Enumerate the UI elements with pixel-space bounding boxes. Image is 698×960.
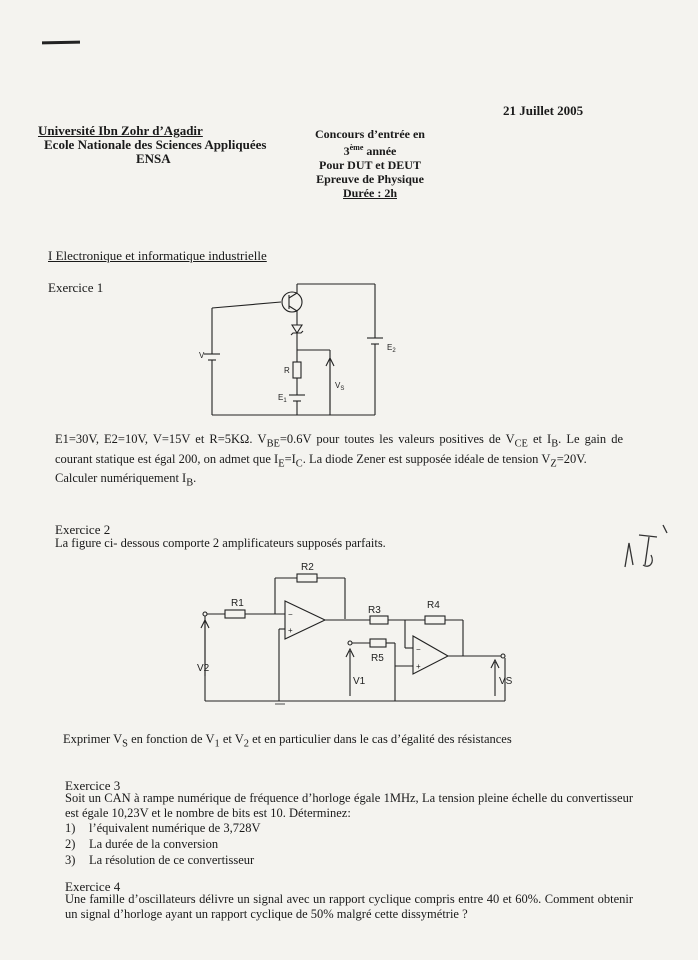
label-e1: $E_1$: [278, 393, 287, 404]
exam-duration: Durée : 2h: [343, 186, 397, 200]
exercise3-title: Exercice 3: [65, 778, 121, 793]
label-vs2: VS: [499, 676, 513, 687]
exam-line1: Concours d’entrée en: [315, 127, 425, 141]
label-r1: R1: [231, 598, 244, 609]
label-r2: R2: [301, 562, 314, 573]
handwritten-signature: [615, 515, 675, 575]
university-text: Université Ibn Zohr d’Agadir: [38, 123, 203, 138]
resistor-r: [293, 362, 301, 378]
list-item: 1) l’équivalent numérique de 3,728V: [65, 821, 261, 835]
label-v: V: [199, 351, 205, 360]
zener-diode: [292, 325, 302, 333]
resistor-r1: [225, 610, 245, 618]
exercise2-title: Exercice 2: [55, 522, 111, 537]
exercise2-intro: La figure ci- dessous comporte 2 amplificateurs supposés parfaits.: [55, 536, 386, 550]
circuit1-diagram: [195, 280, 395, 425]
transistor-symbol: [282, 292, 302, 312]
exam-line4: Epreuve de Physique: [316, 172, 424, 186]
university-name: [38, 123, 203, 138]
label-e2: $E_2$: [387, 343, 396, 354]
label-r4: R4: [427, 600, 440, 611]
exercise1-text: E1=30V, E2=10V, V=15V et R=5KΩ. $V_{BE}=0.6V$ pour toutes les valeurs positives de $V_{CE}$ et $I_B$. Le gain de courant statique est égal 200, on admet que $I_E=I_C$. La diode Zener est supposée idéale de tension $V_Z=20V$. Calculer numériquement $I_B$.: [55, 432, 623, 489]
exercise3-text: Soit un CAN à rampe numérique de fréquence d’horloge égale 1MHz, La tension pleine échelle du convertisseur est égale 10,23V et le nombre de bits est 10. Déterminez:: [65, 791, 633, 820]
exam-line3: Pour DUT et DEUT: [319, 158, 421, 172]
svg-text:−: −: [288, 610, 293, 619]
exam-date: 21 Juillet 2005: [503, 103, 584, 118]
resistor-r2: [297, 574, 317, 582]
circuit2-diagram: [195, 556, 535, 716]
svg-text:+: +: [288, 626, 293, 635]
scan-mark: [42, 41, 80, 45]
resistor-r4: [425, 616, 445, 624]
exam-info: [300, 127, 440, 200]
exercise4-text: Une famille d’oscillateurs délivre un signal avec un rapport cyclique compris entre 40 et 60%. Comment obtenir un signal d’horloge ayant un rapport cyclique de 50% malgré cette dissymétrie ?: [65, 892, 633, 921]
svg-text:−: −: [416, 645, 421, 654]
exercise1-question: Calculer numériquement I: [55, 471, 187, 485]
exercise1-title: Exercice 1: [48, 280, 104, 295]
exercise3-list: [65, 820, 260, 868]
label-r5: R5: [371, 653, 384, 664]
list-item: 2) La durée de la conversion: [65, 837, 219, 851]
label-v2: V2: [197, 663, 210, 674]
exam-line2: 3ème année: [343, 143, 397, 158]
exercise4-title: Exercice 4: [65, 879, 121, 894]
exercise2-question: Exprimer $V_S$ en fonction de $V_1$ et $V_2$ et en particulier dans le cas d’égalité des résistances: [63, 732, 512, 750]
label-r3: R3: [368, 605, 381, 616]
resistor-r5: [370, 639, 386, 647]
svg-text:+: +: [416, 662, 421, 671]
school-acronym: ENSA: [136, 151, 171, 166]
school-name: Ecole Nationale des Sciences Appliquées: [44, 137, 267, 152]
list-item: 3) La résolution de ce convertisseur: [65, 853, 255, 867]
label-v1: V1: [353, 676, 366, 687]
label-vs: $V_S$: [335, 381, 345, 392]
resistor-r3: [370, 616, 388, 624]
section-title: I Electronique et informatique industrielle: [48, 248, 267, 263]
label-r: R: [284, 366, 290, 375]
